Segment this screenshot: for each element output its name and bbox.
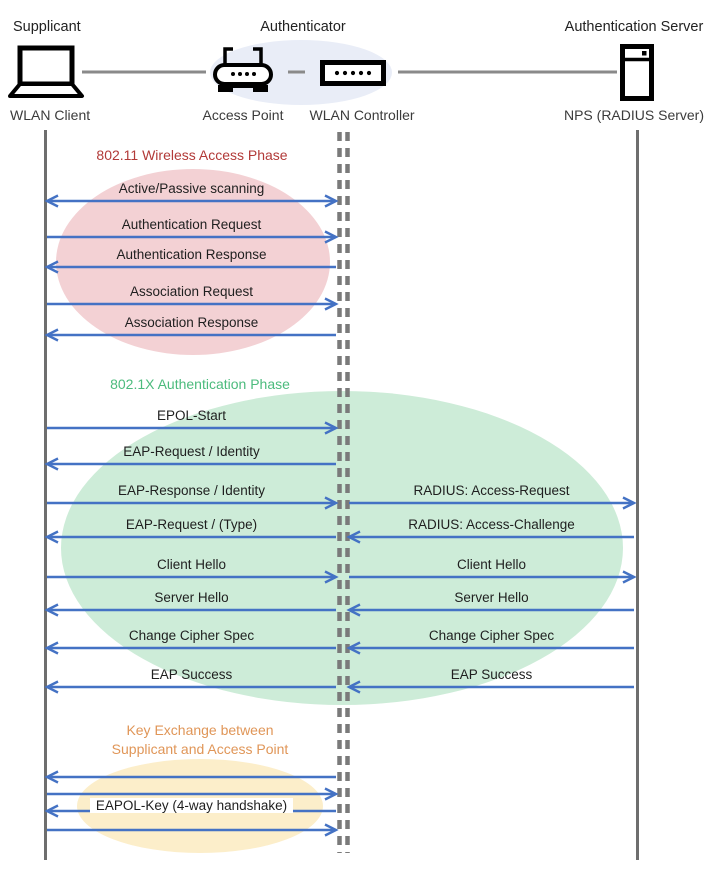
actor-role-authenticator: Authenticator [260, 19, 346, 35]
message-label: EAP-Request / (Type) [125, 517, 258, 532]
actor-role-authentication-server: Authentication Server [564, 19, 704, 35]
message-label: EAP Success [150, 667, 233, 682]
access-point-icon [211, 44, 275, 98]
message-label: Association Request [129, 284, 254, 299]
message-label: RADIUS: Access-Request [413, 483, 570, 498]
message-label: Change Cipher Spec [128, 628, 255, 643]
phase3-title: Key Exchange between Supplicant and Access Point [111, 722, 289, 757]
device-label-access-point: Access Point [202, 107, 284, 123]
phase2-title: 802.1X Authentication Phase [110, 376, 290, 392]
message-label: Authentication Request [121, 217, 262, 232]
wlan-controller-icon [320, 60, 386, 86]
server-icon [620, 44, 654, 101]
actor-role-supplicant: Supplicant [13, 19, 81, 35]
device-label-wlan-client: WLAN Client [10, 107, 91, 123]
message-label: Change Cipher Spec [428, 628, 555, 643]
device-label-wlan-controller: WLAN Controller [309, 107, 415, 123]
message-label: Client Hello [456, 557, 527, 572]
message-label: RADIUS: Access-Challenge [408, 517, 575, 532]
device-label-nps-radius-server: NPS (RADIUS Server) [563, 107, 705, 123]
message-label: EAP Success [450, 667, 533, 682]
message-label: Client Hello [156, 557, 227, 572]
message-label: Association Response [124, 315, 259, 330]
message-label: Server Hello [454, 590, 529, 605]
phase1-title: 802.11 Wireless Access Phase [96, 147, 288, 163]
message-label: EPOL-Start [156, 408, 227, 423]
laptop-icon [7, 45, 85, 101]
message-label: EAP-Response / Identity [117, 483, 266, 498]
message-label: Server Hello [154, 590, 229, 605]
message-label: EAPOL-Key (4-way handshake) [32, 797, 352, 815]
message-label: Authentication Response [116, 247, 267, 262]
message-label: EAP-Request / Identity [123, 444, 260, 459]
phase2-ellipse [61, 391, 623, 705]
message-label: Active/Passive scanning [118, 181, 265, 196]
